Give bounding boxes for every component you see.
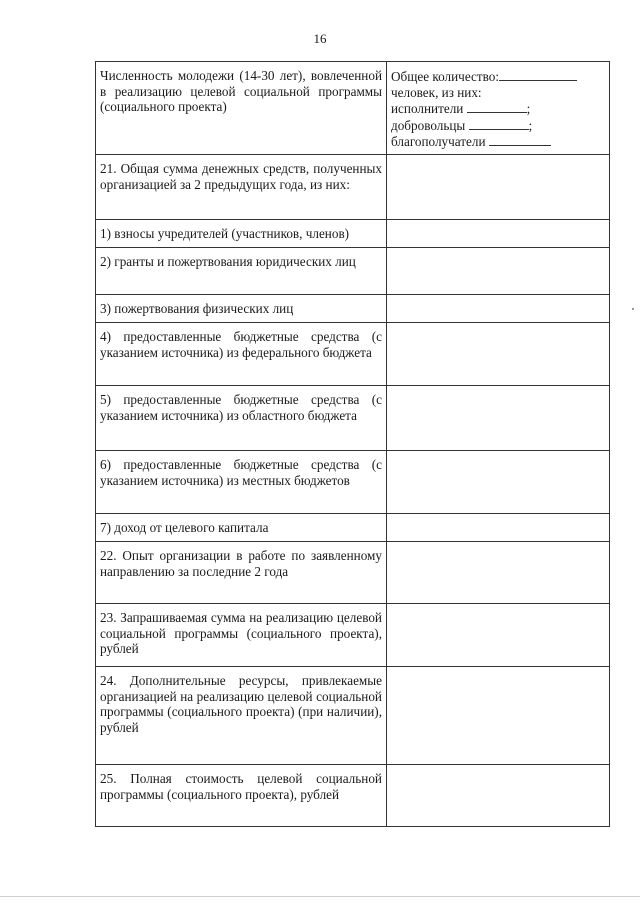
row-label-founder-fees: 1) взносы учредителей (участников, членов) xyxy=(96,219,387,247)
table-row xyxy=(96,603,610,666)
row-label-legal-grants: 2) гранты и пожертвования юридических лиц xyxy=(96,247,387,294)
table-row xyxy=(96,513,610,541)
row-label-additional-resources: 24. Дополнительные ресурсы, привлекаемые организацией на реализацию целевой социальной программы (социального проекта) (при наличии), рублей xyxy=(96,666,387,764)
endowment-income-value-cell[interactable] xyxy=(387,513,610,541)
total-funds-value-cell[interactable] xyxy=(387,154,610,219)
youth-count-cell xyxy=(387,62,610,155)
beneficiaries-line xyxy=(391,133,605,150)
row-label-full-cost: 25. Полная стоимость целевой социальной программы (социального проекта), рублей xyxy=(96,764,387,826)
row-label-individual-donations: 3) пожертвования физических лиц xyxy=(96,294,387,322)
page-number: 16 xyxy=(313,31,327,46)
table-row xyxy=(96,450,610,513)
page-bottom-divider xyxy=(0,896,640,897)
table-row xyxy=(96,764,610,826)
requested-amount-value-cell[interactable] xyxy=(387,603,610,666)
row-label-local-budgets: 6) предоставленные бюджетные средства (с указанием источника) из местных бюджетов xyxy=(96,450,387,513)
beneficiaries-field[interactable] xyxy=(489,133,551,146)
table-row xyxy=(96,541,610,603)
row-label-endowment-income: 7) доход от целевого капитала xyxy=(96,513,387,541)
total-count-label: Общее количество: xyxy=(391,69,500,84)
table-row xyxy=(96,219,610,247)
regional-budget-value-cell[interactable] xyxy=(387,385,610,450)
additional-resources-value-cell[interactable] xyxy=(387,666,610,764)
scan-speck xyxy=(632,308,634,310)
row-label-federal-budget: 4) предоставленные бюджетные средства (с указанием источника) из федерального бюджета xyxy=(96,322,387,385)
individual-donations-value-cell[interactable] xyxy=(387,294,610,322)
row-label-requested-amount: 23. Запрашиваемая сумма на реализацию целевой социальной программы (социального проекта), рублей xyxy=(96,603,387,666)
executors-line xyxy=(391,100,605,117)
application-form-table xyxy=(95,61,610,827)
row-label-experience: 22. Опыт организации в работе по заявленному направлению за последние 2 года xyxy=(96,541,387,603)
founder-fees-value-cell[interactable] xyxy=(387,219,610,247)
table-row xyxy=(96,666,610,764)
local-budgets-value-cell[interactable] xyxy=(387,450,610,513)
table-row xyxy=(96,294,610,322)
federal-budget-value-cell[interactable] xyxy=(387,322,610,385)
executors-suffix: ; xyxy=(526,101,531,117)
full-cost-value-cell[interactable] xyxy=(387,764,610,826)
table-row xyxy=(96,154,610,219)
row-label-regional-budget: 5) предоставленные бюджетные средства (с указанием источника) из областного бюджета xyxy=(96,385,387,450)
table-row xyxy=(96,247,610,294)
total-count-line xyxy=(391,68,605,85)
volunteers-field[interactable] xyxy=(469,117,529,130)
table-row xyxy=(96,62,610,155)
row-label-youth-count: Численность молодежи (14-30 лет), вовлеченной в реализацию целевой социальной программы (социального проекта) xyxy=(96,62,387,155)
experience-value-cell[interactable] xyxy=(387,541,610,603)
row-label-total-funds: 21. Общая сумма денежных средств, полученных организацией за 2 предыдущих года, из них: xyxy=(96,154,387,219)
volunteers-line xyxy=(391,117,605,134)
legal-grants-value-cell[interactable] xyxy=(387,247,610,294)
total-count-field[interactable] xyxy=(499,68,577,81)
people-of-them-label: человек, из них: xyxy=(391,84,482,100)
executors-label: исполнители xyxy=(391,101,464,117)
executors-field[interactable] xyxy=(467,100,527,113)
table-row xyxy=(96,385,610,450)
volunteers-suffix: ; xyxy=(528,117,533,133)
table-row xyxy=(96,322,610,385)
beneficiaries-label: благополучатели xyxy=(391,134,486,150)
volunteers-label: добровольцы xyxy=(391,117,466,133)
